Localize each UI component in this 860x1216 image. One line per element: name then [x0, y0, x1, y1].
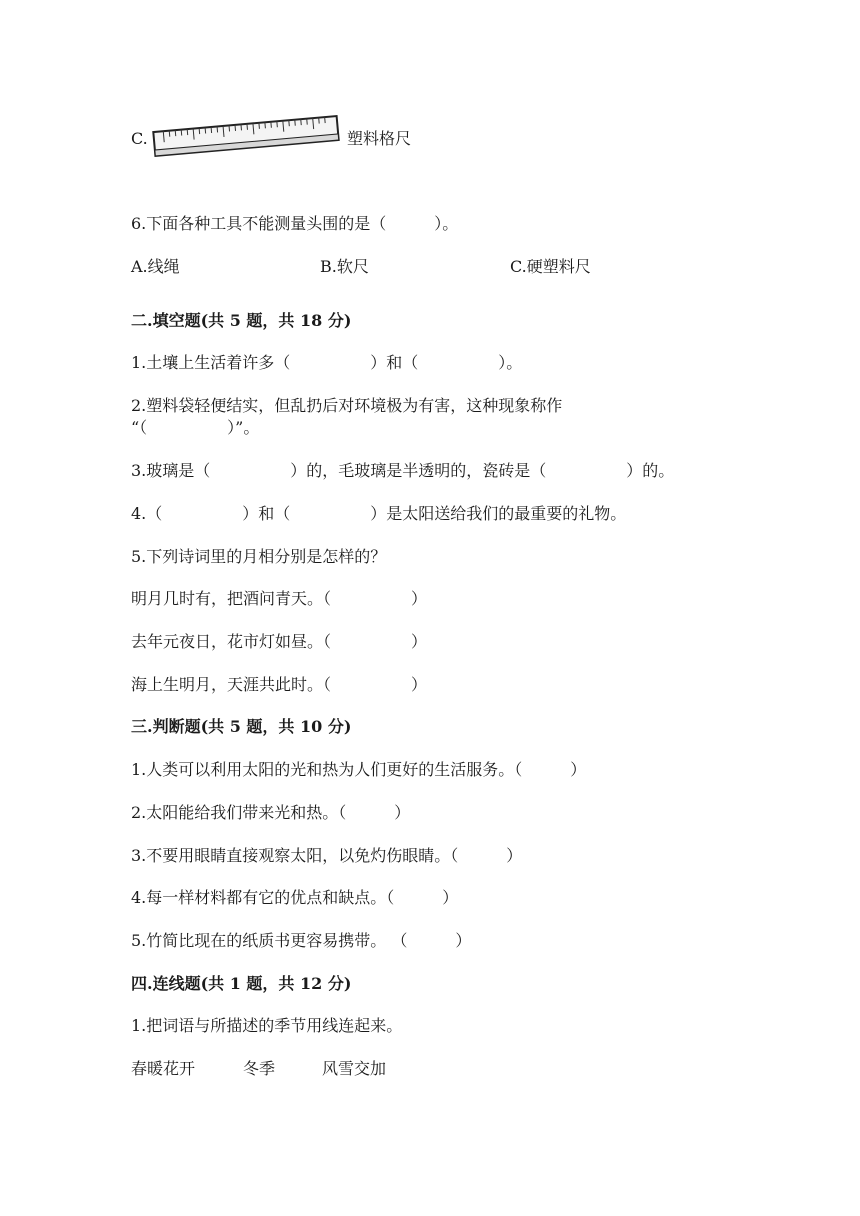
judge-question-5: 5.竹简比现在的纸质书更容易携带。 （ ） — [131, 931, 472, 950]
judge-question-2: 2.太阳能给我们带来光和热。（ ） — [131, 803, 411, 822]
section-2-title: 二.填空题(共 5 题，共 18 分) — [131, 311, 352, 330]
poem-line-3: 海上生明月，天涯共此时。（ ） — [131, 675, 428, 694]
option-c-label: 塑料格尺 — [347, 129, 412, 148]
fill-question-4: 4.（ ）和（ ）是太阳送给我们的最重要的礼物。 — [131, 504, 627, 523]
question-6-option-c: C.硬塑料尺 — [510, 257, 591, 276]
fill-question-1: 1.土壤上生活着许多（ ）和（ ）。 — [131, 353, 523, 372]
matching-question-1: 1.把词语与所描述的季节用线连起来。 — [131, 1016, 403, 1035]
question-6-option-b: B.软尺 — [320, 257, 369, 276]
matching-word-1: 春暖花开 — [131, 1059, 196, 1078]
judge-question-3: 3.不要用眼睛直接观察太阳，以免灼伤眼睛。（ ） — [131, 846, 523, 865]
fill-question-2-blank: “（ ）”。 — [131, 418, 260, 437]
section-4-title: 四.连线题(共 1 题，共 12 分) — [131, 974, 352, 993]
matching-word-2: 冬季 — [243, 1059, 276, 1078]
poem-line-1: 明月几时有，把酒问青天。（ ） — [131, 589, 428, 608]
matching-word-3: 风雪交加 — [322, 1059, 387, 1078]
question-6-option-a: A.线绳 — [131, 257, 180, 276]
poem-line-2: 去年元夜日，花市灯如昼。（ ） — [131, 632, 428, 651]
section-3-title: 三.判断题(共 5 题，共 10 分) — [131, 717, 352, 736]
fill-question-2: 2.塑料袋轻便结实，但乱扔后对环境极为有害，这种现象称作 — [131, 396, 563, 415]
fill-question-3: 3.玻璃是（ ）的，毛玻璃是半透明的，瓷砖是（ ）的。 — [131, 461, 675, 480]
question-6-stem: 6.下面各种工具不能测量头围的是（ ）。 — [131, 214, 459, 233]
option-c-letter: C. — [131, 129, 148, 148]
judge-question-4: 4.每一样材料都有它的优点和缺点。（ ） — [131, 888, 459, 907]
ruler-image — [150, 108, 342, 164]
judge-question-1: 1.人类可以利用太阳的光和热为人们更好的生活服务。（ ） — [131, 760, 587, 779]
fill-question-5: 5.下列诗词里的月相分别是怎样的？ — [131, 547, 387, 566]
